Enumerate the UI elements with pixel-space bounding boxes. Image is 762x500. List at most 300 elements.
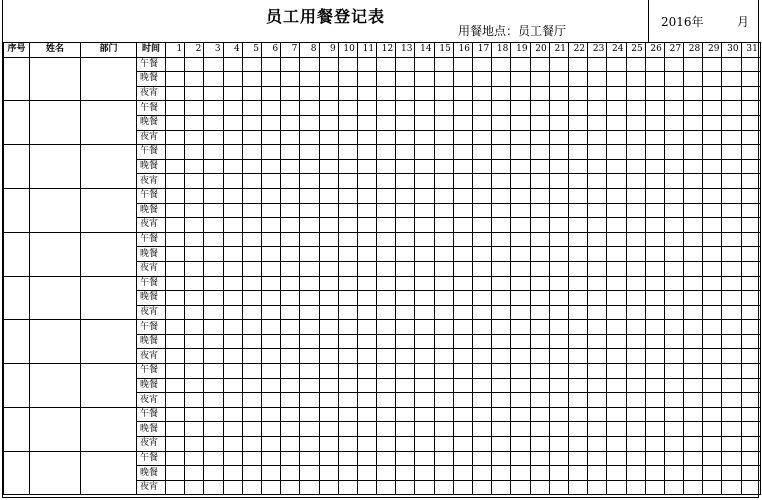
meal-check-cell[interactable] — [415, 378, 434, 393]
meal-check-cell[interactable] — [377, 451, 396, 466]
meal-check-cell[interactable] — [722, 466, 741, 481]
meal-check-cell[interactable] — [415, 145, 434, 160]
meal-check-cell[interactable] — [185, 378, 204, 393]
meal-check-cell[interactable] — [607, 101, 626, 116]
meal-check-cell[interactable] — [357, 378, 376, 393]
meal-check-cell[interactable] — [588, 305, 607, 320]
employee-seq-cell[interactable] — [4, 276, 30, 320]
meal-check-cell[interactable] — [588, 203, 607, 218]
meal-check-cell[interactable] — [741, 320, 760, 335]
meal-check-cell[interactable] — [511, 57, 530, 72]
meal-check-cell[interactable] — [645, 364, 664, 379]
meal-check-cell[interactable] — [242, 86, 261, 101]
meal-check-cell[interactable] — [607, 276, 626, 291]
meal-check-cell[interactable] — [261, 159, 280, 174]
meal-check-cell[interactable] — [530, 247, 549, 262]
meal-check-cell[interactable] — [530, 480, 549, 495]
meal-check-cell[interactable] — [549, 86, 568, 101]
meal-check-cell[interactable] — [319, 232, 338, 247]
meal-check-cell[interactable] — [607, 320, 626, 335]
meal-check-cell[interactable] — [588, 422, 607, 437]
meal-check-cell[interactable] — [300, 378, 319, 393]
meal-check-cell[interactable] — [377, 407, 396, 422]
meal-check-cell[interactable] — [281, 422, 300, 437]
employee-seq-cell[interactable] — [4, 451, 30, 495]
meal-check-cell[interactable] — [568, 422, 587, 437]
meal-check-cell[interactable] — [607, 334, 626, 349]
meal-check-cell[interactable] — [588, 188, 607, 203]
meal-check-cell[interactable] — [664, 451, 683, 466]
meal-check-cell[interactable] — [319, 57, 338, 72]
meal-check-cell[interactable] — [338, 86, 357, 101]
meal-check-cell[interactable] — [684, 159, 703, 174]
meal-check-cell[interactable] — [722, 115, 741, 130]
meal-check-cell[interactable] — [261, 247, 280, 262]
meal-check-cell[interactable] — [261, 349, 280, 364]
meal-check-cell[interactable] — [281, 130, 300, 145]
employee-seq-cell[interactable] — [4, 320, 30, 364]
meal-check-cell[interactable] — [453, 320, 472, 335]
meal-check-cell[interactable] — [281, 393, 300, 408]
meal-check-cell[interactable] — [377, 188, 396, 203]
meal-check-cell[interactable] — [722, 451, 741, 466]
meal-check-cell[interactable] — [415, 407, 434, 422]
meal-check-cell[interactable] — [684, 72, 703, 87]
meal-check-cell[interactable] — [415, 188, 434, 203]
meal-check-cell[interactable] — [703, 247, 722, 262]
meal-check-cell[interactable] — [684, 349, 703, 364]
meal-check-cell[interactable] — [741, 364, 760, 379]
meal-check-cell[interactable] — [396, 451, 415, 466]
meal-check-cell[interactable] — [338, 422, 357, 437]
meal-check-cell[interactable] — [166, 203, 185, 218]
meal-check-cell[interactable] — [357, 174, 376, 189]
meal-check-cell[interactable] — [434, 130, 453, 145]
meal-check-cell[interactable] — [626, 101, 645, 116]
meal-check-cell[interactable] — [377, 466, 396, 481]
meal-check-cell[interactable] — [741, 422, 760, 437]
meal-check-cell[interactable] — [223, 203, 242, 218]
meal-check-cell[interactable] — [434, 115, 453, 130]
meal-check-cell[interactable] — [261, 174, 280, 189]
meal-check-cell[interactable] — [530, 422, 549, 437]
meal-check-cell[interactable] — [338, 407, 357, 422]
meal-check-cell[interactable] — [377, 422, 396, 437]
meal-check-cell[interactable] — [664, 349, 683, 364]
meal-check-cell[interactable] — [492, 57, 511, 72]
meal-check-cell[interactable] — [357, 232, 376, 247]
employee-dept-cell[interactable] — [81, 276, 137, 320]
meal-check-cell[interactable] — [492, 174, 511, 189]
meal-check-cell[interactable] — [223, 393, 242, 408]
meal-check-cell[interactable] — [626, 349, 645, 364]
meal-check-cell[interactable] — [741, 480, 760, 495]
meal-check-cell[interactable] — [223, 451, 242, 466]
meal-check-cell[interactable] — [473, 86, 492, 101]
meal-check-cell[interactable] — [607, 130, 626, 145]
meal-check-cell[interactable] — [588, 218, 607, 233]
meal-check-cell[interactable] — [530, 320, 549, 335]
meal-check-cell[interactable] — [741, 393, 760, 408]
meal-check-cell[interactable] — [453, 480, 472, 495]
meal-check-cell[interactable] — [185, 320, 204, 335]
meal-check-cell[interactable] — [684, 145, 703, 160]
meal-check-cell[interactable] — [357, 130, 376, 145]
meal-check-cell[interactable] — [645, 72, 664, 87]
meal-check-cell[interactable] — [338, 247, 357, 262]
meal-check-cell[interactable] — [434, 261, 453, 276]
meal-check-cell[interactable] — [338, 349, 357, 364]
meal-check-cell[interactable] — [338, 145, 357, 160]
meal-check-cell[interactable] — [453, 334, 472, 349]
meal-check-cell[interactable] — [511, 247, 530, 262]
meal-check-cell[interactable] — [607, 480, 626, 495]
meal-check-cell[interactable] — [357, 364, 376, 379]
meal-check-cell[interactable] — [434, 101, 453, 116]
meal-check-cell[interactable] — [626, 451, 645, 466]
employee-seq-cell[interactable] — [4, 101, 30, 145]
meal-check-cell[interactable] — [166, 57, 185, 72]
meal-check-cell[interactable] — [722, 203, 741, 218]
meal-check-cell[interactable] — [300, 101, 319, 116]
meal-check-cell[interactable] — [664, 291, 683, 306]
meal-check-cell[interactable] — [357, 86, 376, 101]
meal-check-cell[interactable] — [530, 451, 549, 466]
meal-check-cell[interactable] — [185, 407, 204, 422]
meal-check-cell[interactable] — [684, 364, 703, 379]
meal-check-cell[interactable] — [549, 466, 568, 481]
meal-check-cell[interactable] — [626, 320, 645, 335]
meal-check-cell[interactable] — [377, 101, 396, 116]
meal-check-cell[interactable] — [377, 276, 396, 291]
meal-check-cell[interactable] — [204, 291, 223, 306]
meal-check-cell[interactable] — [703, 188, 722, 203]
meal-check-cell[interactable] — [722, 393, 741, 408]
meal-check-cell[interactable] — [530, 130, 549, 145]
meal-check-cell[interactable] — [511, 261, 530, 276]
meal-check-cell[interactable] — [473, 437, 492, 452]
meal-check-cell[interactable] — [684, 407, 703, 422]
meal-check-cell[interactable] — [261, 480, 280, 495]
meal-check-cell[interactable] — [281, 480, 300, 495]
meal-check-cell[interactable] — [223, 407, 242, 422]
employee-name-cell[interactable] — [30, 320, 81, 364]
meal-check-cell[interactable] — [166, 174, 185, 189]
meal-check-cell[interactable] — [242, 130, 261, 145]
meal-check-cell[interactable] — [223, 276, 242, 291]
meal-check-cell[interactable] — [684, 378, 703, 393]
meal-check-cell[interactable] — [281, 159, 300, 174]
meal-check-cell[interactable] — [166, 320, 185, 335]
meal-check-cell[interactable] — [338, 276, 357, 291]
meal-check-cell[interactable] — [511, 203, 530, 218]
meal-check-cell[interactable] — [568, 101, 587, 116]
employee-name-cell[interactable] — [30, 232, 81, 276]
meal-check-cell[interactable] — [492, 232, 511, 247]
meal-check-cell[interactable] — [166, 451, 185, 466]
meal-check-cell[interactable] — [357, 188, 376, 203]
meal-check-cell[interactable] — [281, 86, 300, 101]
meal-check-cell[interactable] — [434, 57, 453, 72]
meal-check-cell[interactable] — [281, 437, 300, 452]
meal-check-cell[interactable] — [434, 451, 453, 466]
meal-check-cell[interactable] — [415, 218, 434, 233]
meal-check-cell[interactable] — [166, 378, 185, 393]
meal-check-cell[interactable] — [588, 378, 607, 393]
meal-check-cell[interactable] — [722, 334, 741, 349]
meal-check-cell[interactable] — [281, 305, 300, 320]
meal-check-cell[interactable] — [645, 115, 664, 130]
meal-check-cell[interactable] — [549, 378, 568, 393]
meal-check-cell[interactable] — [338, 378, 357, 393]
meal-check-cell[interactable] — [204, 466, 223, 481]
meal-check-cell[interactable] — [492, 276, 511, 291]
meal-check-cell[interactable] — [530, 393, 549, 408]
meal-check-cell[interactable] — [242, 320, 261, 335]
meal-check-cell[interactable] — [166, 407, 185, 422]
meal-check-cell[interactable] — [703, 422, 722, 437]
meal-check-cell[interactable] — [204, 203, 223, 218]
meal-check-cell[interactable] — [242, 57, 261, 72]
meal-check-cell[interactable] — [549, 101, 568, 116]
meal-check-cell[interactable] — [626, 86, 645, 101]
meal-check-cell[interactable] — [645, 349, 664, 364]
meal-check-cell[interactable] — [473, 320, 492, 335]
meal-check-cell[interactable] — [607, 393, 626, 408]
meal-check-cell[interactable] — [166, 232, 185, 247]
meal-check-cell[interactable] — [626, 334, 645, 349]
meal-check-cell[interactable] — [281, 261, 300, 276]
meal-check-cell[interactable] — [434, 334, 453, 349]
meal-check-cell[interactable] — [645, 232, 664, 247]
meal-check-cell[interactable] — [511, 72, 530, 87]
meal-check-cell[interactable] — [300, 130, 319, 145]
meal-check-cell[interactable] — [684, 480, 703, 495]
meal-check-cell[interactable] — [703, 159, 722, 174]
meal-check-cell[interactable] — [453, 349, 472, 364]
meal-check-cell[interactable] — [242, 247, 261, 262]
meal-check-cell[interactable] — [607, 364, 626, 379]
meal-check-cell[interactable] — [377, 261, 396, 276]
meal-check-cell[interactable] — [185, 115, 204, 130]
meal-check-cell[interactable] — [338, 115, 357, 130]
meal-check-cell[interactable] — [242, 72, 261, 87]
meal-check-cell[interactable] — [242, 145, 261, 160]
meal-check-cell[interactable] — [684, 203, 703, 218]
meal-check-cell[interactable] — [703, 407, 722, 422]
meal-check-cell[interactable] — [741, 378, 760, 393]
meal-check-cell[interactable] — [645, 320, 664, 335]
meal-check-cell[interactable] — [185, 101, 204, 116]
meal-check-cell[interactable] — [684, 261, 703, 276]
meal-check-cell[interactable] — [377, 218, 396, 233]
meal-check-cell[interactable] — [549, 437, 568, 452]
meal-check-cell[interactable] — [223, 480, 242, 495]
meal-check-cell[interactable] — [300, 480, 319, 495]
meal-check-cell[interactable] — [415, 480, 434, 495]
meal-check-cell[interactable] — [530, 145, 549, 160]
meal-check-cell[interactable] — [223, 378, 242, 393]
meal-check-cell[interactable] — [607, 115, 626, 130]
meal-check-cell[interactable] — [281, 451, 300, 466]
meal-check-cell[interactable] — [741, 101, 760, 116]
meal-check-cell[interactable] — [684, 130, 703, 145]
meal-check-cell[interactable] — [223, 101, 242, 116]
meal-check-cell[interactable] — [185, 466, 204, 481]
meal-check-cell[interactable] — [204, 115, 223, 130]
meal-check-cell[interactable] — [453, 57, 472, 72]
meal-check-cell[interactable] — [703, 451, 722, 466]
meal-check-cell[interactable] — [204, 364, 223, 379]
meal-check-cell[interactable] — [319, 364, 338, 379]
meal-check-cell[interactable] — [645, 130, 664, 145]
meal-check-cell[interactable] — [204, 261, 223, 276]
meal-check-cell[interactable] — [453, 305, 472, 320]
meal-check-cell[interactable] — [530, 218, 549, 233]
meal-check-cell[interactable] — [473, 188, 492, 203]
meal-check-cell[interactable] — [473, 72, 492, 87]
meal-check-cell[interactable] — [549, 480, 568, 495]
meal-check-cell[interactable] — [185, 145, 204, 160]
meal-check-cell[interactable] — [319, 261, 338, 276]
meal-check-cell[interactable] — [396, 466, 415, 481]
meal-check-cell[interactable] — [261, 203, 280, 218]
meal-check-cell[interactable] — [434, 437, 453, 452]
meal-check-cell[interactable] — [549, 393, 568, 408]
meal-check-cell[interactable] — [261, 437, 280, 452]
meal-check-cell[interactable] — [626, 378, 645, 393]
meal-check-cell[interactable] — [664, 188, 683, 203]
meal-check-cell[interactable] — [511, 86, 530, 101]
meal-check-cell[interactable] — [588, 115, 607, 130]
meal-check-cell[interactable] — [549, 232, 568, 247]
meal-check-cell[interactable] — [281, 466, 300, 481]
meal-check-cell[interactable] — [722, 130, 741, 145]
meal-check-cell[interactable] — [607, 451, 626, 466]
meal-check-cell[interactable] — [377, 145, 396, 160]
meal-check-cell[interactable] — [338, 393, 357, 408]
meal-check-cell[interactable] — [434, 407, 453, 422]
meal-check-cell[interactable] — [684, 393, 703, 408]
meal-check-cell[interactable] — [588, 480, 607, 495]
meal-check-cell[interactable] — [511, 407, 530, 422]
meal-check-cell[interactable] — [377, 320, 396, 335]
meal-check-cell[interactable] — [664, 407, 683, 422]
meal-check-cell[interactable] — [338, 364, 357, 379]
meal-check-cell[interactable] — [741, 174, 760, 189]
meal-check-cell[interactable] — [281, 334, 300, 349]
meal-check-cell[interactable] — [684, 232, 703, 247]
meal-check-cell[interactable] — [607, 188, 626, 203]
meal-check-cell[interactable] — [453, 276, 472, 291]
meal-check-cell[interactable] — [549, 320, 568, 335]
meal-check-cell[interactable] — [530, 291, 549, 306]
meal-check-cell[interactable] — [223, 174, 242, 189]
meal-check-cell[interactable] — [530, 276, 549, 291]
meal-check-cell[interactable] — [684, 451, 703, 466]
meal-check-cell[interactable] — [396, 218, 415, 233]
meal-check-cell[interactable] — [703, 145, 722, 160]
meal-check-cell[interactable] — [223, 305, 242, 320]
employee-name-cell[interactable] — [30, 407, 81, 451]
meal-check-cell[interactable] — [204, 276, 223, 291]
meal-check-cell[interactable] — [645, 218, 664, 233]
meal-check-cell[interactable] — [204, 378, 223, 393]
meal-check-cell[interactable] — [664, 393, 683, 408]
meal-check-cell[interactable] — [588, 130, 607, 145]
meal-check-cell[interactable] — [473, 130, 492, 145]
meal-check-cell[interactable] — [645, 276, 664, 291]
meal-check-cell[interactable] — [204, 480, 223, 495]
meal-check-cell[interactable] — [473, 364, 492, 379]
meal-check-cell[interactable] — [185, 422, 204, 437]
meal-check-cell[interactable] — [338, 130, 357, 145]
meal-check-cell[interactable] — [396, 159, 415, 174]
meal-check-cell[interactable] — [281, 115, 300, 130]
meal-check-cell[interactable] — [530, 349, 549, 364]
meal-check-cell[interactable] — [300, 174, 319, 189]
meal-check-cell[interactable] — [549, 407, 568, 422]
meal-check-cell[interactable] — [645, 145, 664, 160]
meal-check-cell[interactable] — [223, 57, 242, 72]
meal-check-cell[interactable] — [741, 145, 760, 160]
meal-check-cell[interactable] — [664, 466, 683, 481]
meal-check-cell[interactable] — [549, 422, 568, 437]
meal-check-cell[interactable] — [530, 174, 549, 189]
meal-check-cell[interactable] — [281, 218, 300, 233]
meal-check-cell[interactable] — [185, 188, 204, 203]
meal-check-cell[interactable] — [473, 261, 492, 276]
meal-check-cell[interactable] — [492, 130, 511, 145]
meal-check-cell[interactable] — [242, 480, 261, 495]
meal-check-cell[interactable] — [281, 145, 300, 160]
meal-check-cell[interactable] — [281, 320, 300, 335]
meal-check-cell[interactable] — [453, 232, 472, 247]
meal-check-cell[interactable] — [568, 276, 587, 291]
meal-check-cell[interactable] — [607, 466, 626, 481]
meal-check-cell[interactable] — [300, 334, 319, 349]
meal-check-cell[interactable] — [645, 57, 664, 72]
meal-check-cell[interactable] — [722, 72, 741, 87]
meal-check-cell[interactable] — [319, 451, 338, 466]
meal-check-cell[interactable] — [377, 305, 396, 320]
meal-check-cell[interactable] — [396, 174, 415, 189]
meal-check-cell[interactable] — [607, 86, 626, 101]
meal-check-cell[interactable] — [319, 480, 338, 495]
meal-check-cell[interactable] — [588, 451, 607, 466]
meal-check-cell[interactable] — [664, 203, 683, 218]
meal-check-cell[interactable] — [396, 247, 415, 262]
meal-check-cell[interactable] — [338, 232, 357, 247]
meal-check-cell[interactable] — [338, 188, 357, 203]
meal-check-cell[interactable] — [357, 305, 376, 320]
meal-check-cell[interactable] — [588, 86, 607, 101]
meal-check-cell[interactable] — [166, 480, 185, 495]
meal-check-cell[interactable] — [722, 480, 741, 495]
meal-check-cell[interactable] — [492, 305, 511, 320]
meal-check-cell[interactable] — [300, 305, 319, 320]
meal-check-cell[interactable] — [338, 218, 357, 233]
meal-check-cell[interactable] — [377, 437, 396, 452]
meal-check-cell[interactable] — [511, 393, 530, 408]
meal-check-cell[interactable] — [664, 437, 683, 452]
meal-check-cell[interactable] — [415, 203, 434, 218]
meal-check-cell[interactable] — [684, 466, 703, 481]
meal-check-cell[interactable] — [588, 437, 607, 452]
meal-check-cell[interactable] — [223, 291, 242, 306]
meal-check-cell[interactable] — [626, 422, 645, 437]
meal-check-cell[interactable] — [607, 291, 626, 306]
